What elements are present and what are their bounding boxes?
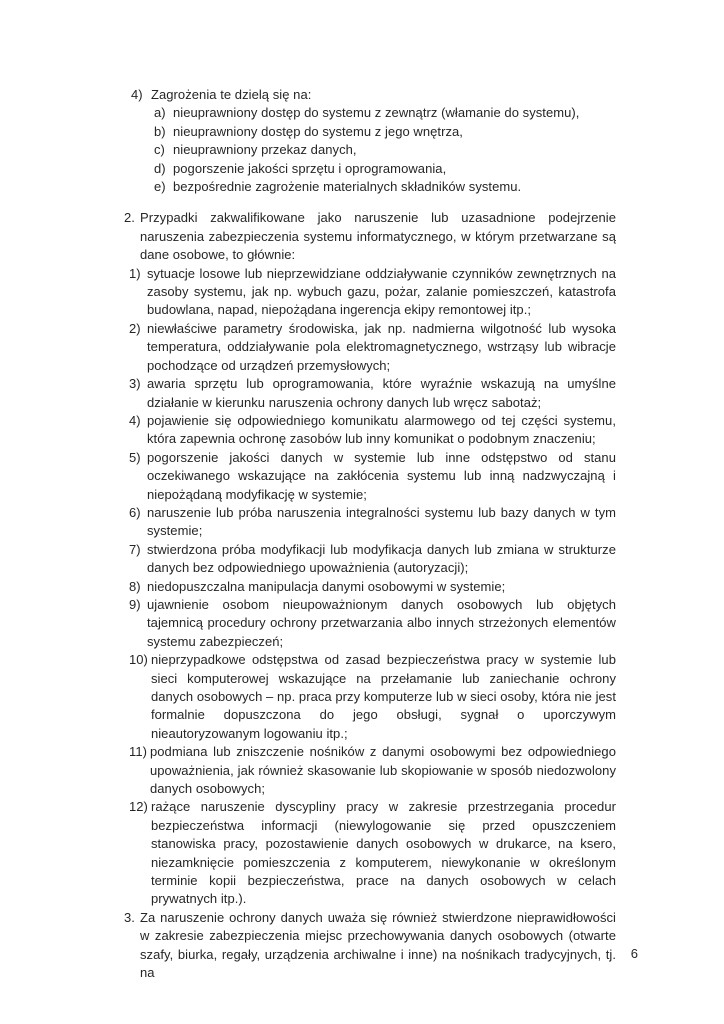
list-item-text: niedopuszczalna manipulacja danymi osobowymi w systemie; xyxy=(147,578,506,594)
list-item xyxy=(129,412,616,449)
list-item-text: pogorszenie jakości sprzętu i oprogramowania, xyxy=(173,160,447,176)
list-marker: 4) xyxy=(129,412,141,428)
list-marker: 3) xyxy=(129,376,141,392)
list-marker: d) xyxy=(154,160,166,176)
list-marker: 5) xyxy=(129,449,141,465)
section-3-paragraph xyxy=(124,909,616,983)
list-marker: a) xyxy=(154,105,166,121)
list-item-text: rażące naruszenie dyscypliny pracy w zakresie przestrzegania procedur bezpieczeństwa informacji (niewylogowanie się przed opuszczeniem stanowiska pracy, pozostawienie danych osobowych w drukarce, na ksero, niezamknięcie pomieszczenia z komputerem, niewykonanie w określonym terminie kopii bezpieczeństwa, prace na danych osobowych w celach prywatnych itp.). xyxy=(150,799,616,907)
list-item-text: niewłaściwe parametry środowiska, jak np. nadmierna wilgotność lub wysoka temperatura, oddziaływanie pola elektromagnetycznego, wstrząsy lub wibracje pochodzące od urządzeń przemysłowych; xyxy=(147,320,616,373)
list-item-text: podmiana lub zniszczenie nośników z danymi osobowymi bez odpowiedniego upoważnienia, jak również skasowanie lub skopiowanie w sposób niedozwolony danych osobowych; xyxy=(149,744,616,797)
list-marker: 9) xyxy=(129,596,141,612)
list-marker: 1) xyxy=(129,265,141,281)
list-item xyxy=(129,651,616,743)
list-item-text: Zagrożenia te dzielą się na: xyxy=(151,87,312,102)
list-item xyxy=(129,449,616,504)
section-marker: 3. xyxy=(124,909,135,925)
list-marker: 11) xyxy=(129,744,147,760)
list-item xyxy=(129,320,616,375)
list-item xyxy=(129,596,616,651)
list-item xyxy=(129,743,616,798)
section-marker: 2. xyxy=(124,210,135,226)
list-item-text: awaria sprzętu lub oprogramowania, które wyraźnie wskazują na umyślne działanie w kierunku naruszenia ochrony danych lub wręcz sabotaż; xyxy=(147,376,616,410)
list-marker: 12) xyxy=(129,799,148,815)
list-item-text: pojawienie się odpowiedniego komunikatu alarmowego od tej części systemu, która zapewnia ochronę zasobów lub inny komunikat o podobnym znaczeniu; xyxy=(147,412,616,447)
list-marker: 7) xyxy=(129,541,141,557)
list-item-text: stwierdzona próba modyfikacji lub modyfikacja danych lub zmiana w strukturze danych bez odpowiedniego upoważnienia (autoryzacji); xyxy=(147,541,616,576)
list-item xyxy=(129,504,616,541)
page-number: 6 xyxy=(630,946,638,961)
list-item-threats xyxy=(131,86,616,104)
list-item-text: nieuprawniony dostęp do systemu z jego wnętrza, xyxy=(173,123,463,139)
list-item-text: ujawnienie osobom nieupoważnionym danych osobowych lub objętych tajemnicą procedury ochrony przetwarzania albo innych strzeżonych elementów systemu zabezpieczeń; xyxy=(147,596,616,649)
list-item xyxy=(154,123,616,141)
list-marker: 10) xyxy=(129,652,148,668)
list-marker: 6) xyxy=(129,504,141,520)
list-marker: 8) xyxy=(129,578,141,594)
list-item-text: sytuacje losowe lub nieprzewidziane oddziaływanie czynników zewnętrznych na zasoby systemu, jak np. wybuch gazu, pożar, zalanie pomieszczeń, katastrofa budowlana, napad, niepożądana ingerencja ekipy remontowej itp.; xyxy=(147,265,616,318)
list-item-text: pogorszenie jakości danych w systemie lub inne odstępstwo od stanu oczekiwanego wskazujące na zakłócenia systemu lub inną nadzwyczajną i niepożądaną modyfikację w systemie; xyxy=(147,449,616,502)
section-text: Przypadki zakwalifikowane jako naruszenie lub uzasadnione podejrzenie naruszenia zabezpieczenia systemu informatycznego, w którym przetwarzane są dane osobowe, to głównie: xyxy=(140,210,616,263)
list-item xyxy=(154,160,616,178)
document-body xyxy=(124,86,616,983)
list-item xyxy=(129,265,616,320)
list-item xyxy=(129,578,616,596)
list-marker: b) xyxy=(154,123,166,139)
list-item-text: nieuprawniony dostęp do systemu z zewnątrz (włamanie do systemu), xyxy=(173,105,580,121)
list-item xyxy=(129,375,616,412)
list-marker: 4) xyxy=(131,87,143,102)
list-marker: c) xyxy=(154,142,165,158)
list-item-text: bezpośrednie zagrożenie materialnych składników systemu. xyxy=(173,179,522,195)
list-item xyxy=(154,104,616,122)
section-2-paragraph xyxy=(124,209,616,264)
list-item-text: naruszenie lub próba naruszenia integralności systemu lub bazy danych w tym systemie; xyxy=(147,504,616,539)
list-item xyxy=(129,541,616,578)
list-item xyxy=(154,178,616,196)
list-marker: e) xyxy=(154,179,166,195)
list-item xyxy=(129,798,616,908)
list-item xyxy=(154,141,616,159)
section-text: Za naruszenie ochrony danych uważa się również stwierdzone nieprawidłowości w zakresie zabezpieczenia miejsc przechowywania danych osobowych (otwarte szafy, biurka, regały, urządzenia archiwalne i inne) na nośnikach tradycyjnych, tj. na xyxy=(140,909,616,981)
list-item-text: nieuprawniony przekaz danych, xyxy=(173,142,357,158)
list-item-text: nieprzypadkowe odstępstwa od zasad bezpieczeństwa pracy w systemie lub sieci komputerowej wskazujące na przełamanie lub zaniechanie ochrony danych osobowych – np. praca przy komputerze lub w sieci osoby, która nie jest formalnie dopuszczona do jego obsługi, sygnał o uporczywym nieautoryzowanym logowaniu itp.; xyxy=(150,652,616,741)
list-marker: 2) xyxy=(129,320,141,336)
